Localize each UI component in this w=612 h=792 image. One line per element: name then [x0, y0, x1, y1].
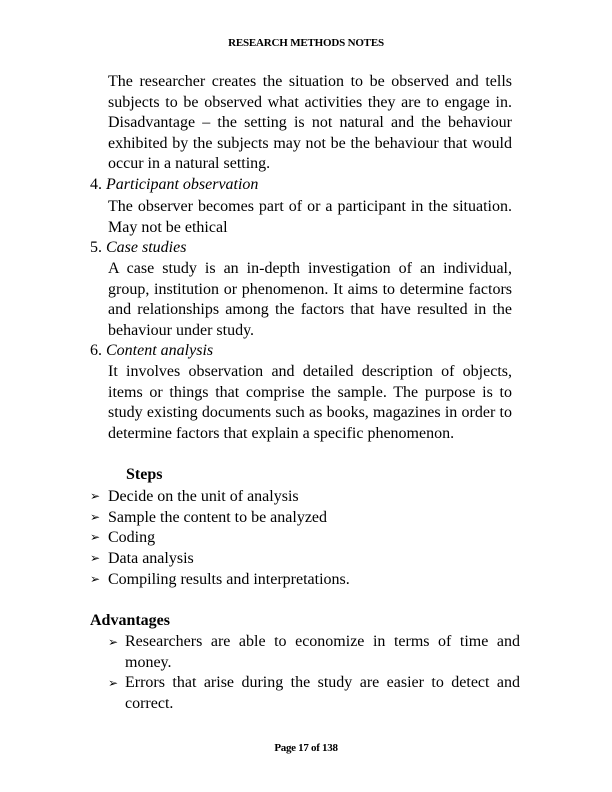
list-item: ➢ Errors that arise during the study are easier to detect and correct.	[108, 674, 520, 712]
page-number: Page 17 of 138	[274, 742, 338, 754]
intro-paragraph: The researcher creates the situation to be observed and tells subjects to be observed what activities they are to engage in. Disadvantage – the setting is not natural and the behaviour exhibited by the subjects may not be the behaviour that would occur in a natural setting.	[108, 73, 512, 173]
item-description-content-analysis: It involves observation and detailed description of objects, items or things that comprise the sample. The purpose is to study existing documents such as books, magazines in order to determine factors that explain a specific phenomenon.	[108, 363, 512, 442]
arrowhead-bullet-icon: ➢	[90, 551, 101, 565]
advantages-heading: Advantages	[90, 612, 171, 629]
page-header: RESEARCH METHODS NOTES	[228, 37, 384, 49]
list-item: ➢ Compiling results and interpretations.	[90, 571, 350, 588]
item-number: 5.	[90, 239, 102, 256]
list-item: ➢ Data analysis	[90, 550, 194, 567]
arrowhead-bullet-icon: ➢	[90, 530, 101, 544]
list-item: ➢ Researchers are able to economize in terms of time and money.	[108, 633, 520, 671]
arrowhead-bullet-icon: ➢	[90, 489, 101, 503]
arrowhead-bullet-icon: ➢	[90, 510, 101, 524]
item-title-content-analysis	[90, 341, 213, 362]
item-description-participant-observation: The observer becomes part of or a participant in the situation. May not be ethical	[108, 198, 512, 236]
item-title-text: Content analysis	[106, 342, 214, 359]
steps-heading: Steps	[126, 466, 163, 483]
list-item: ➢ Sample the content to be analyzed	[90, 509, 328, 526]
arrowhead-bullet-icon: ➢	[90, 572, 101, 586]
arrowhead-bullet-icon: ➢	[108, 635, 119, 649]
item-title-text: Case studies	[106, 239, 187, 256]
item-title-participant-observation	[90, 175, 258, 196]
list-item: ➢ Coding	[90, 529, 156, 546]
list-item: ➢ Decide on the unit of analysis	[90, 488, 299, 505]
item-description-case-studies: A case study is an in-depth investigation of an individual, group, institution or phenomenon. It aims to determine factors and relationships among the factors that have resulted in the behaviour under study.	[108, 260, 512, 339]
item-title-case-studies	[90, 238, 186, 259]
arrowhead-bullet-icon: ➢	[108, 676, 119, 690]
item-number: 6.	[90, 342, 102, 359]
item-number: 4.	[90, 176, 102, 193]
item-title-text: Participant observation	[106, 176, 259, 193]
